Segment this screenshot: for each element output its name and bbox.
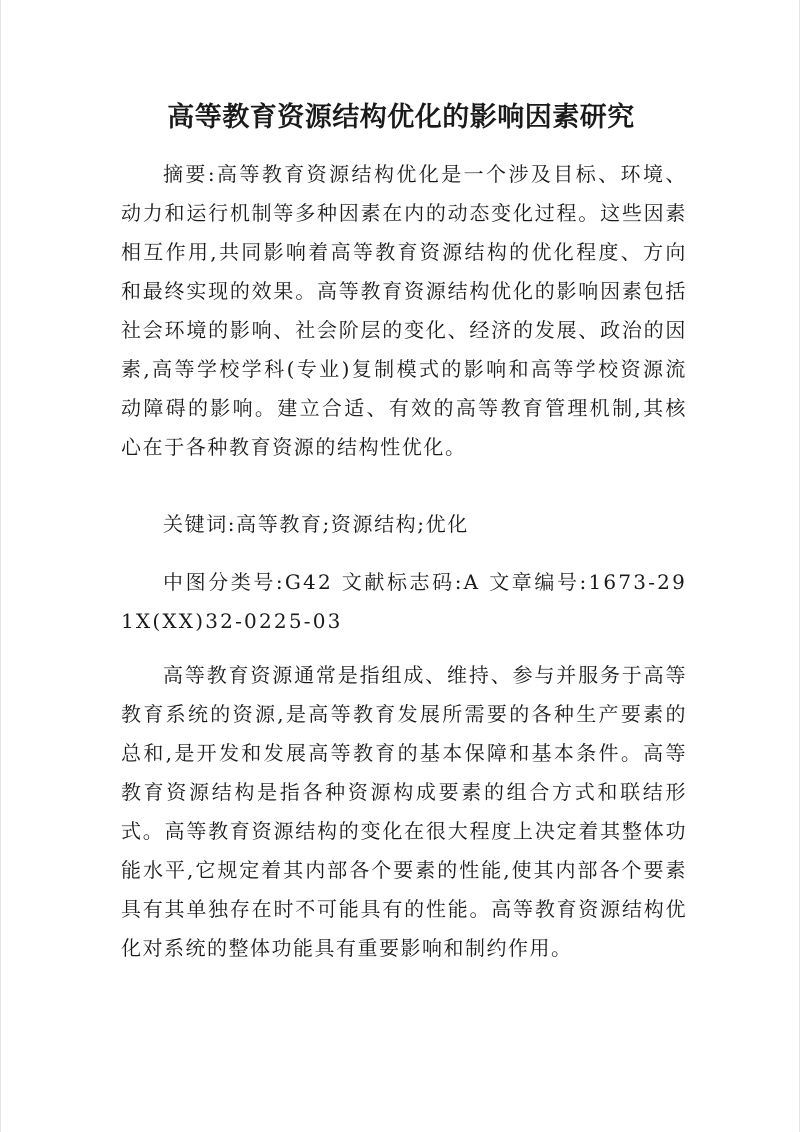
abstract-paragraph: 摘要:高等教育资源结构优化是一个涉及目标、环境、动力和运行机制等多种因素在内的动态变化过程。这些因素相互作用,共同影响着高等教育资源结构的优化程度、方向和最终实现的效果。高等教育资源结构优化的影响因素包括社会环境的影响、社会阶层的变化、经济的发展、政治的因素,高等学校学科(专业)复制模式的影响和高等学校资源流动障碍的影响。建立合适、有效的高等教育管理机制,其核心在于各种教育资源的结构性优化。 xyxy=(121,162,687,459)
keywords-line: 关键词:高等教育;资源结构;优化 xyxy=(163,512,469,536)
classification-line: 中图分类号:G42 文献标志码:A 文章编号:1673-291X(XX)32-0225-03 xyxy=(121,570,687,633)
document-title: 高等教育资源结构优化的影响因素研究 xyxy=(167,102,635,133)
body-paragraph: 高等教育资源通常是指组成、维持、参与并服务于高等教育系统的资源,是高等教育发展所需要的各种生产要素的总和,是开发和发展高等教育的基本保障和基本条件。高等教育资源结构是指各种资源构成要素的组合方式和联结形式。高等教育资源结构的变化在很大程度上决定着其整体功能水平,它规定着其内部各个要素的性能,使其内部各个要素具有其单独存在时不可能具有的性能。高等教育资源结构优化对系统的整体功能具有重要影响和制约作用。 xyxy=(121,663,687,960)
